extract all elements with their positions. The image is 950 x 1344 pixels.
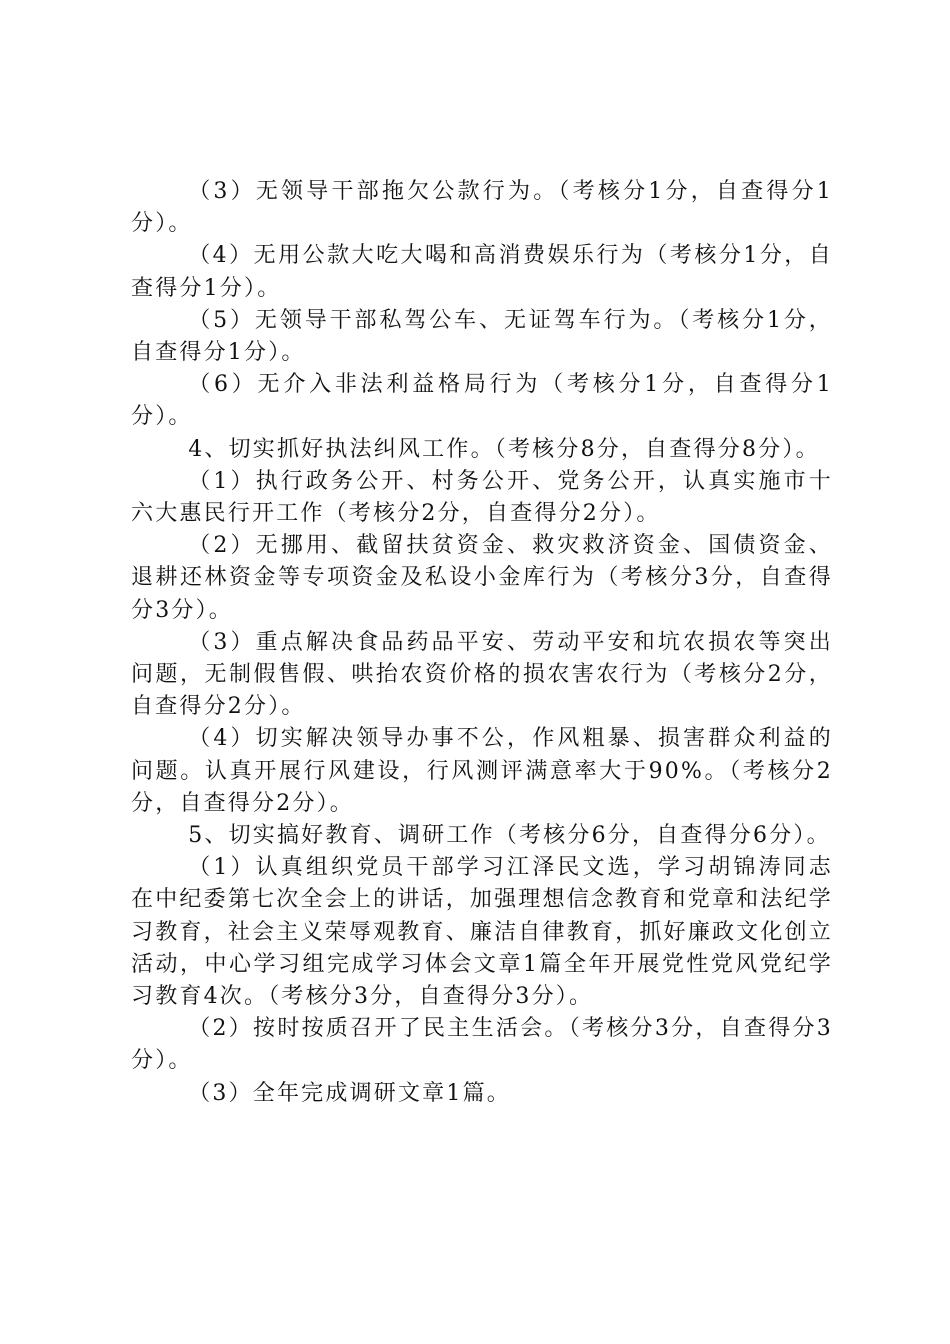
paragraph-item-6-no-illegal-interest: （6）无介入非法利益格局行为（考核分1分，自查得分1分）。 [131,372,833,430]
paragraph-item-4-conduct: （4）切实解决领导办事不公，作风粗暴、损害群众利益的问题。认真开展行风建设，行风测评满意率大于90%。（考核分2分，自查得分2分）。 [131,726,833,816]
section-heading-5-education-research: 5、切实搞好教育、调研工作（考核分6分，自查得分6分）。 [188,823,831,849]
paragraph-item-1-study: （1）认真组织党员干部学习江泽民文选，学习胡锦涛同志在中纪委第七次全会上的讲话，加强理想信念教育和党章和法纪学习教育，社会主义荣辱观教育、廉洁自律教育，抓好廉政文化创立活动，中心学习组完成学习体会文章1篇全年开展党性党风党纪学习教育4次。（考核分3分，自查得分3分）。 [131,855,833,1010]
paragraph-item-4-no-feasting: （4）无用公款大吃大喝和高消费娱乐行为（考核分1分，自查得分1分）。 [131,243,833,301]
paragraph-item-3-research-article: （3）全年完成调研文章1篇。 [188,1080,511,1106]
paragraph-item-1-open-affairs: （1）执行政务公开、村务公开、党务公开，认真实施市十六大惠民行开工作（考核分2分，自查得分2分）。 [131,468,833,527]
paragraph-item-3-food-safety: （3）重点解决食品药品平安、劳动平安和坑农损农等突出问题，无制假售假、哄抬农资价格的损农害农行为（考核分2分，自查得分2分）。 [131,629,833,720]
section-heading-4-law-enforcement: 4、切实抓好执法纠风工作。（考核分8分，自查得分8分）。 [188,436,820,462]
paragraph-item-2-no-misappropriation: （2）无挪用、截留扶贫资金、救灾救济资金、国债资金、退耕还林资金等专项资金及私设小金库行为（考核分3分，自查得分3分）。 [131,533,833,623]
document-body [131,176,833,1110]
paragraph-item-3-no-arrears: （3）无领导干部拖欠公款行为。（考核分1分，自查得分1分）。 [131,179,833,237]
paragraph-item-5-no-private-car: （5）无领导干部私驾公车、无证驾车行为。（考核分1分，自查得分1分）。 [131,307,833,366]
paragraph-item-2-democratic-meeting: （2）按时按质召开了民主生活会。（考核分3分，自查得分3分）。 [131,1016,833,1074]
